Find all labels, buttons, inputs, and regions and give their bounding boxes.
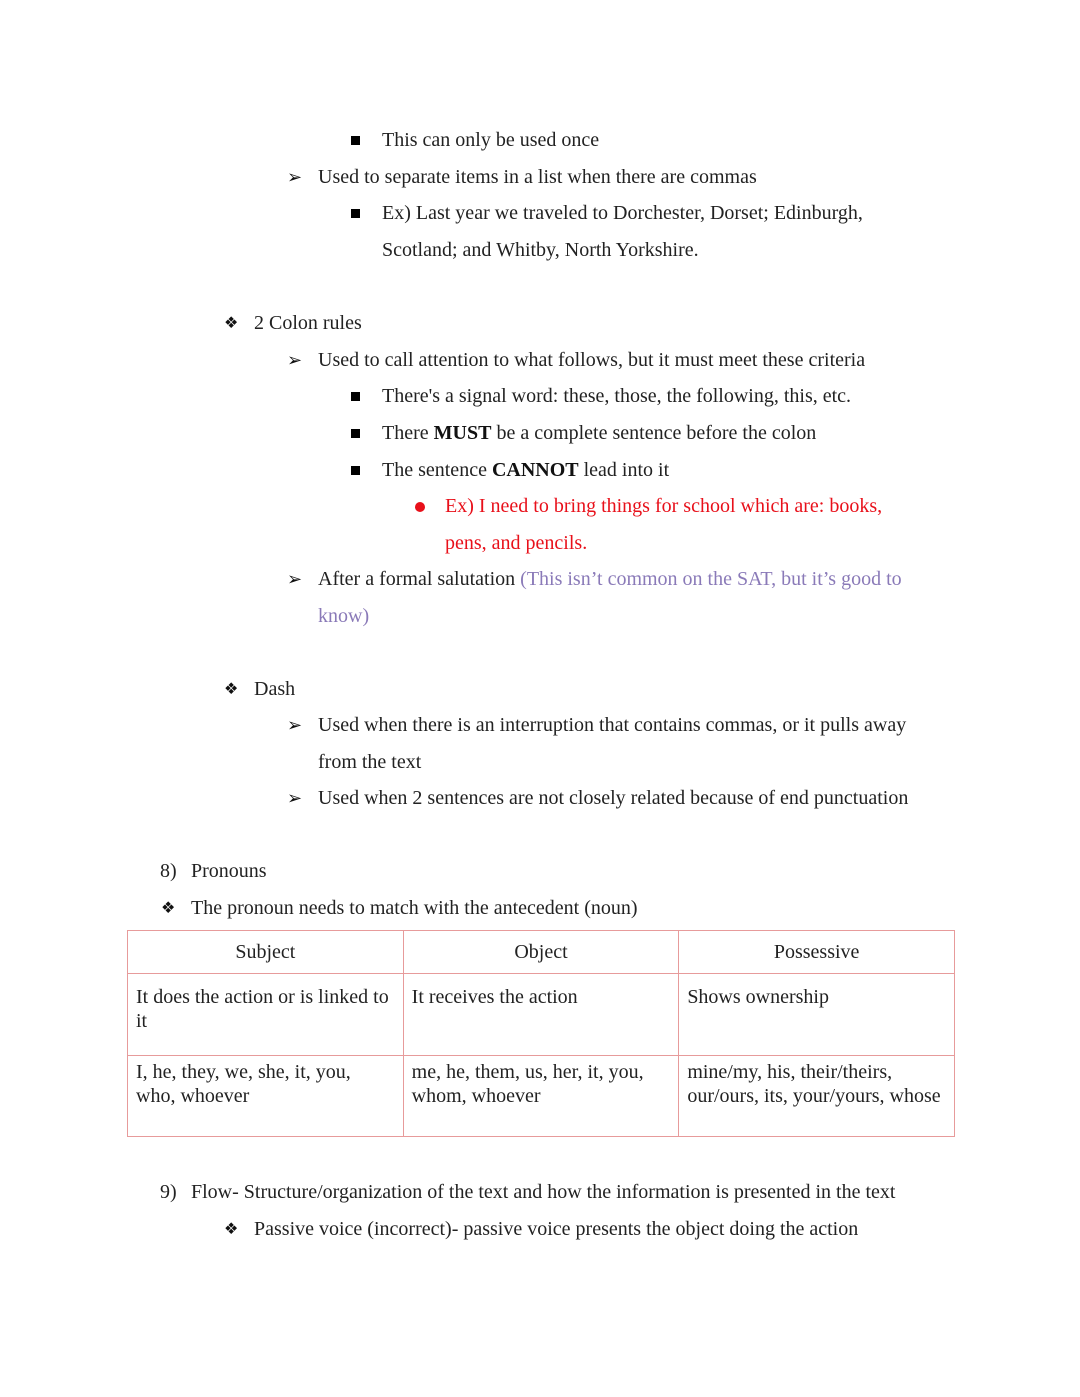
arrow-bullet-icon: ➢ <box>287 788 303 808</box>
table-row <box>128 974 955 1056</box>
flow-number: 9) <box>160 1181 177 1203</box>
dash-interruption-line-1: Used when there is an interruption that contains commas, or it pulls away <box>318 714 907 736</box>
square-bullet-icon <box>351 136 360 145</box>
pronouns-number: 8) <box>160 860 177 882</box>
semicolon-example-line-1: Ex) Last year we traveled to Dorchester, Dorset; Edinburgh, <box>382 202 863 224</box>
colon-complete-sentence: There MUST be a complete sentence before the colon <box>382 422 817 444</box>
arrow-bullet-icon: ➢ <box>287 167 303 187</box>
diamond-bullet-icon: ❖ <box>224 313 239 332</box>
colon-attention-rule: Used to call attention to what follows, but it must meet these criteria <box>318 349 866 371</box>
semicolon-list-rule: Used to separate items in a list when there are commas <box>318 166 757 188</box>
colon-salutation: After a formal salutation (This isn’t common on the SAT, but it’s good to <box>318 568 902 590</box>
table-header-row <box>128 931 955 974</box>
object-definition: It receives the action <box>403 974 679 1056</box>
diamond-bullet-icon: ❖ <box>161 898 176 917</box>
square-bullet-icon <box>351 209 360 218</box>
object-examples: me, he, them, us, her, it, you, whom, whoever <box>403 1056 679 1137</box>
possessive-examples: mine/my, his, their/theirs, our/ours, its, your/yours, whose <box>679 1056 955 1137</box>
header-subject: Subject <box>128 931 404 974</box>
pronouns-heading: Pronouns <box>191 860 267 882</box>
colon-salutation-note-line-2: know) <box>318 605 370 627</box>
diamond-bullet-icon: ❖ <box>224 679 239 698</box>
semicolon-example-line-2: Scotland; and Whitby, North Yorkshire. <box>382 239 699 261</box>
possessive-definition: Shows ownership <box>679 974 955 1056</box>
flow-heading: Flow- Structure/organization of the text and how the information is presented in the text <box>191 1181 896 1203</box>
subject-examples: I, he, they, we, she, it, you, who, whoever <box>128 1056 404 1137</box>
square-bullet-icon <box>351 466 360 475</box>
dash-sentences-rule: Used when 2 sentences are not closely related because of end punctuation <box>318 787 909 809</box>
pronouns-rule: The pronoun needs to match with the antecedent (noun) <box>191 897 638 919</box>
diamond-bullet-icon: ❖ <box>224 1219 239 1238</box>
arrow-bullet-icon: ➢ <box>287 715 303 735</box>
header-object: Object <box>403 931 679 974</box>
dash-heading: Dash <box>254 678 296 700</box>
colon-signal-word: There's a signal word: these, those, the following, this, etc. <box>382 385 852 407</box>
table-row <box>128 1056 955 1137</box>
pronoun-table <box>127 930 955 1137</box>
round-bullet-icon <box>415 502 425 512</box>
colon-example-line-1: Ex) I need to bring things for school which are: books, <box>445 495 883 517</box>
flow-passive-voice: Passive voice (incorrect)- passive voice presents the object doing the action <box>254 1218 859 1240</box>
semicolon-once-note: This can only be used once <box>382 129 600 151</box>
square-bullet-icon <box>351 429 360 438</box>
header-possessive: Possessive <box>679 931 955 974</box>
colon-cannot-lead: The sentence CANNOT lead into it <box>382 459 670 481</box>
subject-definition: It does the action or is linked to it <box>128 974 404 1056</box>
arrow-bullet-icon: ➢ <box>287 350 303 370</box>
square-bullet-icon <box>351 392 360 401</box>
colon-heading: 2 Colon rules <box>254 312 362 334</box>
arrow-bullet-icon: ➢ <box>287 569 303 589</box>
dash-interruption-line-2: from the text <box>318 751 422 773</box>
colon-example-line-2: pens, and pencils. <box>445 532 588 554</box>
